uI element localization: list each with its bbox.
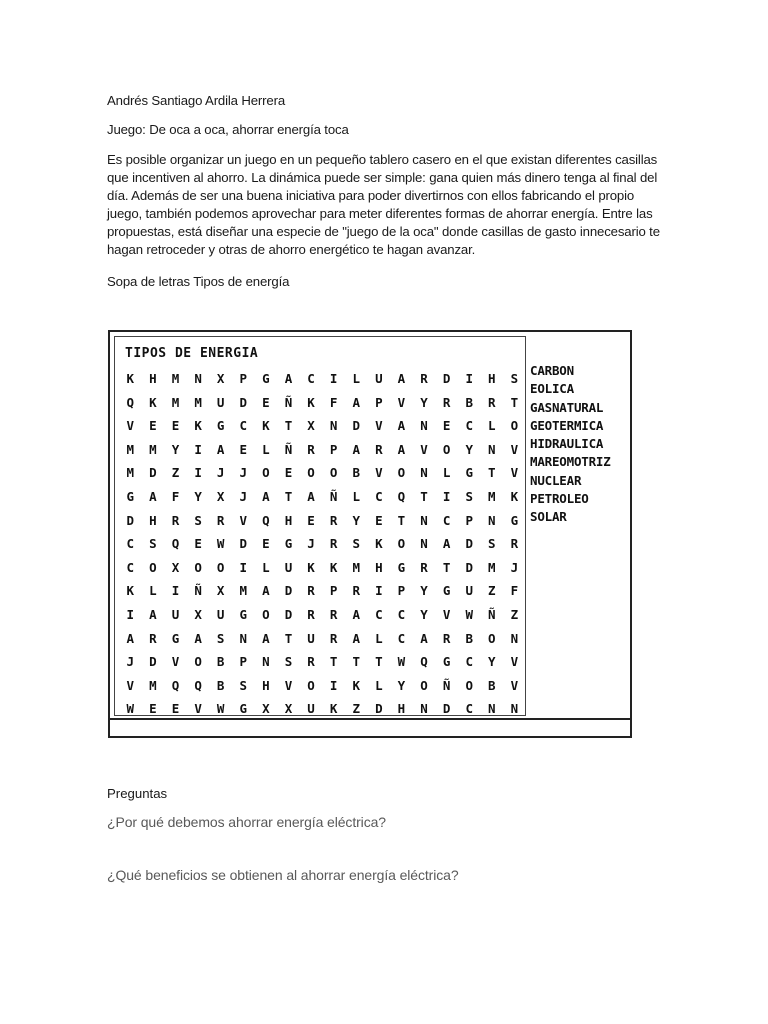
grid-letter: N — [420, 701, 428, 717]
grid-letter: V — [126, 418, 135, 434]
word-list-item: CARBON — [530, 363, 574, 378]
grid-letter: D — [149, 465, 157, 481]
grid-letter: U — [307, 701, 315, 717]
game-title: Juego: De oca a oca, ahorrar energía toca — [107, 122, 349, 137]
grid-letter: I — [194, 441, 202, 457]
grid-letter: M — [171, 394, 180, 410]
grid-letter: V — [510, 441, 519, 457]
grid-letter: G — [171, 630, 180, 646]
puzzle-title: TIPOS DE ENERGIA — [125, 346, 259, 361]
grid-letter: A — [352, 606, 360, 622]
grid-letter: H — [488, 371, 496, 386]
grid-letter: L — [262, 441, 270, 457]
word-search-image — [108, 330, 632, 738]
grid-letter: Q — [171, 536, 180, 552]
grid-letter: Q — [397, 488, 406, 504]
grid-letter: M — [352, 559, 360, 575]
paragraph-line: hagan retroceder y otras de ahorro energético te hagan avanzar. — [107, 242, 476, 257]
grid-letter: S — [510, 371, 519, 386]
grid-letter: R — [307, 583, 315, 599]
grid-letter: D — [239, 536, 248, 552]
grid-letter: P — [239, 371, 248, 386]
grid-letter: W — [126, 701, 135, 717]
grid-letter: Ñ — [488, 606, 496, 622]
grid-letter: E — [149, 701, 157, 717]
grid-letter: M — [149, 677, 157, 693]
word-search-frame — [114, 336, 526, 716]
grid-letter: J — [510, 559, 519, 575]
word-list-item: HIDRAULICA — [530, 436, 604, 452]
grid-letter: L — [352, 488, 360, 504]
grid-letter: K — [352, 677, 360, 693]
grid-letter: U — [307, 630, 315, 646]
grid-letter: H — [284, 512, 293, 528]
grid-letter: P — [239, 654, 248, 670]
grid-letter: K — [126, 371, 135, 386]
grid-letter: E — [171, 701, 180, 717]
grid-letter: K — [262, 418, 270, 434]
grid-letter: B — [216, 677, 225, 693]
grid-letter: N — [420, 536, 428, 552]
grid-letter: P — [465, 512, 473, 528]
grid-letter: K — [510, 488, 519, 504]
grid-letter: U — [216, 394, 225, 410]
grid-letter: D — [284, 583, 293, 599]
grid-letter: I — [171, 583, 180, 599]
grid-letter: K — [329, 559, 338, 575]
grid-letter: V — [284, 677, 293, 693]
grid-letter: B — [488, 677, 496, 693]
grid-letter: T — [352, 654, 360, 670]
grid-letter: B — [352, 465, 360, 481]
grid-letter: P — [375, 394, 383, 410]
grid-letter: N — [510, 630, 519, 646]
paragraph-line: juego, también podemos aprovechar para meter diferentes formas de ahorrar energía. Entre las — [107, 206, 653, 221]
paragraph-line: día. Además de ser una buena iniciativa para poder divertirnos con ellos fabricando el propio — [107, 188, 635, 203]
grid-letter: S — [488, 536, 496, 552]
grid-letter: O — [262, 606, 270, 622]
grid-letter: N — [510, 701, 519, 717]
grid-letter: J — [239, 488, 248, 504]
word-list-item: MAREOMOTRIZ — [530, 454, 611, 470]
grid-letter: C — [375, 488, 383, 504]
grid-letter: R — [307, 606, 315, 622]
grid-letter: U — [284, 559, 293, 575]
grid-letter: P — [329, 441, 338, 457]
grid-letter: H — [397, 701, 406, 717]
paragraph-line: Es posible organizar un juego en un pequeño tablero casero en el que existan diferentes casillas — [107, 152, 658, 167]
grid-letter: V — [397, 394, 406, 410]
grid-letter: A — [284, 371, 293, 386]
grid-letter: C — [397, 606, 406, 622]
grid-letter: Q — [262, 512, 270, 528]
grid-letter: G — [442, 583, 451, 599]
grid-letter: D — [284, 606, 293, 622]
grid-letter: M — [126, 441, 135, 457]
grid-letter: O — [420, 677, 428, 693]
grid-letter: O — [262, 465, 270, 481]
grid-letter: O — [194, 559, 202, 575]
grid-letter: N — [420, 418, 428, 434]
grid-letter: A — [262, 488, 270, 504]
grid-letter: E — [239, 441, 248, 457]
grid-letter: C — [239, 418, 248, 434]
grid-letter: Q — [420, 654, 428, 670]
word-list-item: PETROLEO — [530, 491, 589, 507]
grid-letter: N — [239, 630, 248, 646]
grid-letter: I — [442, 488, 451, 504]
grid-letter: A — [194, 630, 202, 646]
grid-letter: Y — [194, 488, 202, 504]
grid-letter: K — [307, 394, 315, 410]
grid-letter: Y — [352, 512, 360, 528]
grid-letter: S — [284, 654, 293, 670]
grid-letter: C — [126, 536, 135, 552]
grid-letter: A — [352, 394, 360, 410]
grid-letter: A — [397, 371, 406, 386]
grid-letter: M — [239, 583, 248, 599]
grid-letter: Y — [397, 677, 406, 693]
grid-letter: V — [420, 441, 428, 457]
grid-letter: O — [465, 677, 473, 693]
grid-letter: V — [239, 512, 248, 528]
grid-letter: R — [329, 606, 338, 622]
grid-letter: K — [329, 701, 338, 717]
grid-letter: M — [488, 559, 496, 575]
grid-letter: G — [239, 606, 248, 622]
grid-letter: M — [194, 394, 202, 410]
grid-letter: Ñ — [329, 488, 338, 504]
grid-letter: X — [262, 701, 270, 717]
grid-letter: R — [216, 512, 225, 528]
grid-letter: Ñ — [442, 677, 451, 693]
grid-letter: R — [149, 630, 157, 646]
grid-letter: G — [239, 701, 248, 717]
grid-letter: R — [510, 536, 519, 552]
grid-letter: E — [262, 394, 270, 410]
grid-letter: Ñ — [194, 583, 202, 599]
grid-letter: L — [488, 418, 496, 434]
grid-letter: Z — [171, 465, 180, 481]
grid-letter: E — [375, 512, 383, 528]
grid-letter: G — [465, 465, 473, 481]
grid-letter: E — [307, 512, 315, 528]
grid-letter: A — [442, 536, 451, 552]
grid-letter: K — [375, 536, 383, 552]
grid-letter: G — [126, 488, 135, 504]
grid-letter: Z — [510, 606, 519, 622]
question-1: ¿Por qué debemos ahorrar energía eléctrica? — [107, 814, 386, 830]
grid-letter: Ñ — [284, 441, 293, 457]
grid-letter: J — [307, 536, 315, 552]
grid-letter: A — [397, 418, 406, 434]
grid-letter: A — [352, 441, 360, 457]
grid-letter: P — [397, 583, 406, 599]
grid-letter: F — [329, 394, 338, 410]
grid-letter: V — [375, 418, 383, 434]
word-list — [530, 362, 611, 527]
grid-letter: X — [216, 371, 225, 386]
grid-letter: A — [397, 441, 406, 457]
grid-letter: I — [194, 465, 202, 481]
grid-letter: R — [488, 394, 496, 410]
grid-letter: N — [488, 701, 496, 717]
grid-letter: Ñ — [284, 394, 293, 410]
grid-letter: U — [375, 371, 383, 386]
grid-letter: O — [149, 559, 157, 575]
grid-letter: A — [420, 630, 428, 646]
word-list-item: GASNATURAL — [530, 399, 604, 415]
grid-letter: T — [329, 654, 338, 670]
grid-letter: O — [442, 441, 451, 457]
game-description — [107, 151, 660, 259]
grid-letter: I — [329, 371, 338, 386]
grid-letter: E — [171, 418, 180, 434]
grid-letter: D — [126, 512, 135, 528]
grid-letter: P — [329, 583, 338, 599]
grid-letter: U — [465, 583, 473, 599]
grid-letter: T — [284, 630, 293, 646]
grid-letter: R — [442, 394, 451, 410]
word-list-item: GEOTERMICA — [530, 417, 604, 433]
grid-letter: N — [262, 654, 270, 670]
grid-letter: V — [510, 677, 519, 693]
grid-letter: T — [397, 512, 406, 528]
grid-letter: U — [216, 606, 225, 622]
grid-letter: G — [284, 536, 293, 552]
grid-letter: K — [126, 583, 135, 599]
grid-letter: Y — [420, 394, 428, 410]
grid-letter: L — [149, 583, 157, 599]
grid-letter: Y — [488, 654, 496, 670]
grid-letter: J — [216, 465, 225, 481]
grid-letter: G — [397, 559, 406, 575]
grid-letter: G — [510, 512, 519, 528]
grid-letter: Q — [126, 394, 135, 410]
grid-letter: L — [352, 371, 360, 386]
grid-letter: Z — [488, 583, 496, 599]
grid-letter: T — [488, 465, 496, 481]
grid-letter: D — [149, 654, 157, 670]
paragraph-line: propuestas, está diseñar una especie de "juego de la oca" donde casillas de gasto innecesario te — [107, 224, 660, 239]
grid-letter: X — [216, 583, 225, 599]
grid-letter: L — [375, 630, 383, 646]
grid-letter: I — [329, 677, 338, 693]
author-name: Andrés Santiago Ardila Herrera — [107, 93, 286, 108]
grid-letter: T — [284, 418, 293, 434]
grid-letter: J — [126, 654, 135, 670]
grid-letter: V — [510, 654, 519, 670]
grid-letter: T — [375, 654, 383, 670]
grid-letter: O — [329, 465, 338, 481]
grid-letter: S — [149, 536, 157, 552]
grid-letter: M — [126, 465, 135, 481]
grid-letter: R — [442, 630, 451, 646]
grid-letter: X — [284, 701, 293, 717]
grid-letter: N — [420, 512, 428, 528]
grid-letter: C — [465, 701, 473, 717]
grid-letter: B — [465, 394, 473, 410]
grid-letter: S — [239, 677, 248, 693]
grid-letter: E — [442, 418, 451, 434]
grid-letter: X — [216, 488, 225, 504]
grid-letter: S — [465, 488, 473, 504]
grid-letter: K — [307, 559, 315, 575]
grid-letter: X — [194, 606, 202, 622]
grid-letter: R — [329, 512, 338, 528]
grid-letter: B — [465, 630, 473, 646]
grid-letter: A — [262, 583, 270, 599]
grid-letter: O — [194, 654, 202, 670]
grid-letter: T — [284, 488, 293, 504]
grid-letter: Y — [420, 606, 428, 622]
grid-letter: W — [216, 536, 225, 552]
grid-letter: A — [149, 488, 157, 504]
grid-letter: E — [284, 465, 293, 481]
question-2: ¿Qué beneficios se obtienen al ahorrar energía eléctrica? — [107, 867, 459, 883]
grid-letter: D — [375, 701, 383, 717]
letter-grid — [119, 367, 526, 721]
grid-letter: H — [149, 371, 157, 386]
grid-letter: A — [262, 630, 270, 646]
grid-letter: C — [126, 559, 135, 575]
grid-letter: A — [149, 606, 157, 622]
grid-letter: D — [352, 418, 360, 434]
grid-letter: N — [194, 371, 202, 386]
grid-letter: J — [239, 465, 248, 481]
grid-letter: G — [442, 654, 451, 670]
word-list-item: EOLICA — [530, 381, 574, 397]
grid-letter: E — [194, 536, 202, 552]
grid-letter: M — [171, 371, 180, 386]
grid-letter: K — [149, 394, 157, 410]
grid-letter: R — [420, 559, 428, 575]
grid-letter: F — [510, 583, 519, 599]
puzzle-divider — [110, 718, 630, 720]
grid-letter: A — [352, 630, 360, 646]
grid-letter: Q — [171, 677, 180, 693]
grid-letter: V — [375, 465, 383, 481]
grid-letter: C — [307, 371, 315, 386]
grid-letter: G — [262, 371, 270, 386]
grid-letter: O — [510, 418, 519, 434]
grid-letter: I — [239, 559, 248, 575]
grid-letter: R — [352, 583, 360, 599]
grid-letter: T — [510, 394, 519, 410]
grid-letter: X — [307, 418, 315, 434]
grid-letter: N — [420, 465, 428, 481]
grid-letter: R — [307, 441, 315, 457]
grid-letter: R — [171, 512, 180, 528]
grid-letter: C — [397, 630, 406, 646]
grid-letter: O — [397, 536, 406, 552]
grid-letter: O — [216, 559, 225, 575]
word-list-item: NUCLEAR — [530, 472, 582, 488]
grid-letter: W — [216, 701, 225, 717]
grid-letter: A — [216, 441, 225, 457]
grid-letter: M — [488, 488, 496, 504]
grid-letter: M — [149, 441, 157, 457]
word-search-heading: Sopa de letras Tipos de energía — [107, 274, 290, 289]
grid-letter: H — [149, 512, 157, 528]
grid-letter: E — [262, 536, 270, 552]
questions-heading: Preguntas — [107, 786, 168, 801]
grid-letter: V — [171, 654, 180, 670]
grid-letter: G — [216, 418, 225, 434]
grid-letter: I — [465, 371, 473, 386]
grid-letter: L — [375, 677, 383, 693]
grid-letter: N — [488, 441, 496, 457]
grid-letter: Z — [352, 701, 360, 717]
grid-letter: Y — [465, 441, 473, 457]
grid-letter: A — [126, 630, 135, 646]
grid-letter: O — [397, 465, 406, 481]
grid-letter: D — [239, 394, 248, 410]
grid-letter: Q — [194, 677, 202, 693]
grid-letter: S — [194, 512, 202, 528]
grid-letter: F — [171, 488, 180, 504]
grid-letter: V — [510, 465, 519, 481]
grid-letter: R — [329, 630, 338, 646]
grid-letter: L — [442, 465, 451, 481]
grid-letter: L — [262, 559, 270, 575]
grid-letter: S — [216, 630, 225, 646]
grid-letter: O — [307, 677, 315, 693]
grid-letter: D — [442, 371, 451, 386]
paragraph-line: que incentiven al ahorro. La dinámica puede ser simple: gana quien más dinero tenga al final del — [107, 170, 658, 185]
grid-letter: V — [194, 701, 202, 717]
grid-letter: K — [194, 418, 202, 434]
grid-letter: R — [420, 371, 428, 386]
grid-letter: I — [126, 606, 135, 622]
grid-letter: Y — [420, 583, 428, 599]
grid-letter: C — [442, 512, 451, 528]
grid-letter: A — [307, 488, 315, 504]
grid-letter: S — [352, 536, 360, 552]
grid-letter: N — [329, 418, 338, 434]
word-list-item: SOLAR — [530, 509, 567, 525]
grid-letter: T — [442, 559, 451, 575]
grid-letter: Y — [171, 441, 180, 457]
grid-letter: H — [262, 677, 270, 693]
grid-letter: N — [488, 512, 496, 528]
grid-letter: R — [329, 536, 338, 552]
grid-letter: W — [397, 654, 406, 670]
grid-letter: I — [375, 583, 383, 599]
grid-letter: V — [126, 677, 135, 693]
grid-letter: V — [442, 606, 451, 622]
grid-letter: B — [216, 654, 225, 670]
grid-letter: X — [171, 559, 180, 575]
grid-letter: U — [171, 606, 180, 622]
grid-letter: W — [465, 606, 473, 622]
grid-letter: R — [307, 654, 315, 670]
grid-letter: O — [488, 630, 496, 646]
grid-letter: O — [307, 465, 315, 481]
grid-letter: C — [465, 654, 473, 670]
grid-letter: C — [375, 606, 383, 622]
grid-letter: T — [420, 488, 428, 504]
grid-letter: D — [442, 701, 451, 717]
grid-letter: D — [465, 536, 473, 552]
grid-letter: R — [375, 441, 383, 457]
grid-letter: E — [149, 418, 157, 434]
grid-letter: C — [465, 418, 473, 434]
grid-letter: D — [465, 559, 473, 575]
grid-letter: H — [375, 559, 383, 575]
